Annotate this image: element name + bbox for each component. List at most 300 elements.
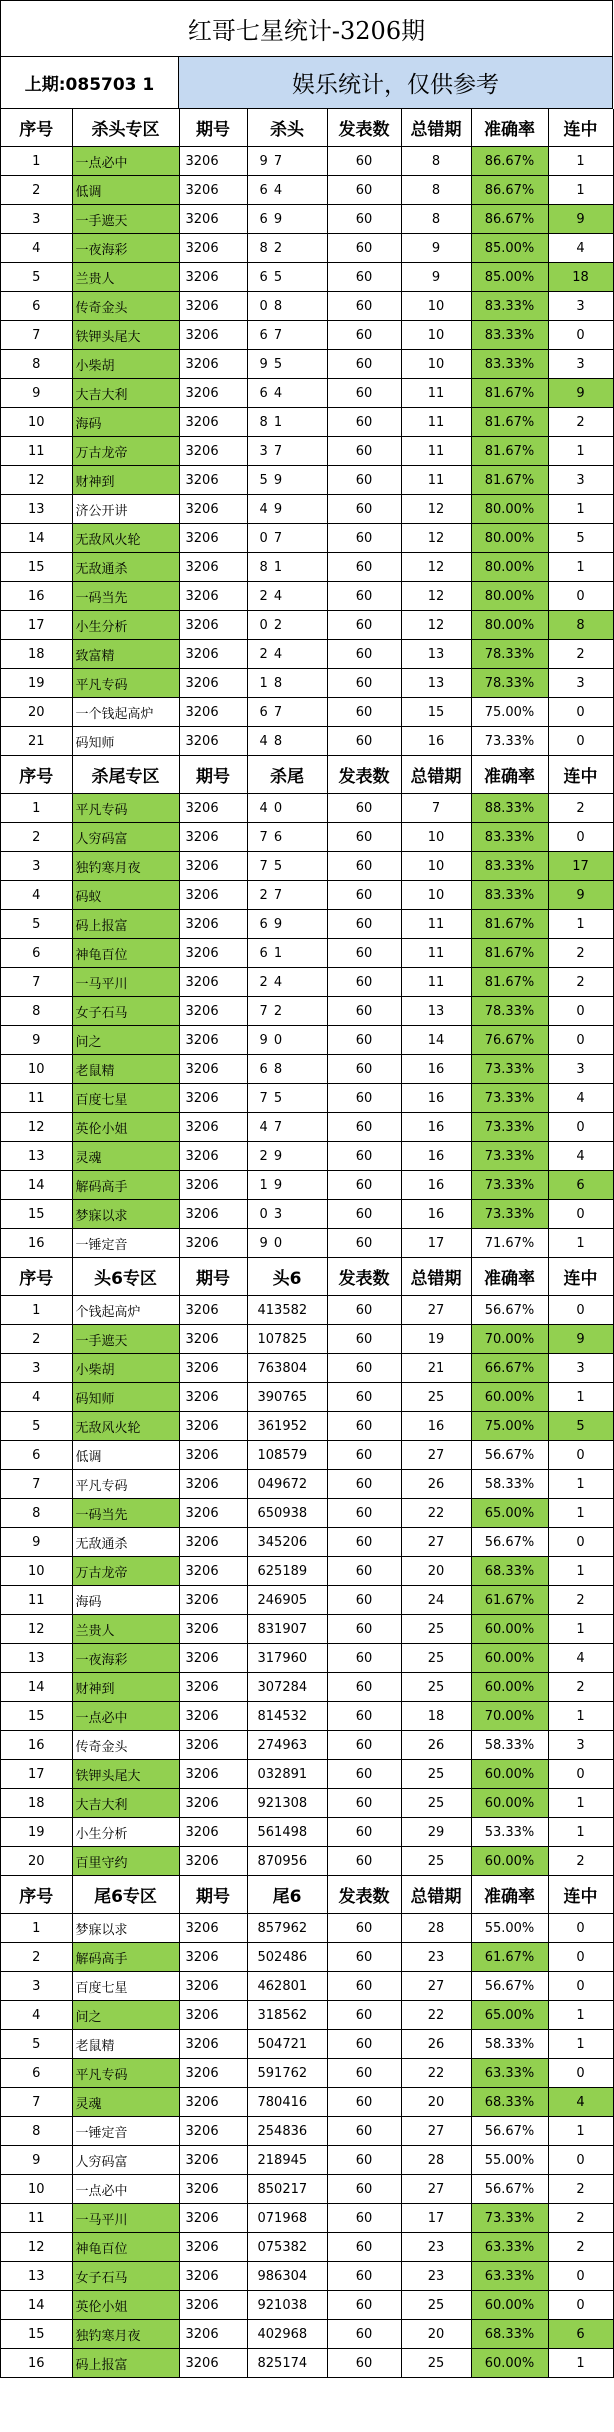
- prediction-value: 825174: [247, 2349, 327, 2378]
- streak-count: 1: [548, 1789, 613, 1818]
- streak-count: 6: [548, 2320, 613, 2349]
- table-row: [1, 379, 613, 408]
- streak-count: 3: [548, 1055, 613, 1084]
- expert-name: 码上报富: [72, 910, 179, 939]
- streak-count: 0: [548, 823, 613, 852]
- row-index: 10: [1, 1557, 72, 1586]
- miss-count: 27: [401, 1296, 471, 1325]
- expert-name: 低调: [72, 176, 179, 205]
- row-index: 15: [1, 2320, 72, 2349]
- prediction-value: 591762: [247, 2059, 327, 2088]
- streak-count: 4: [548, 1644, 613, 1673]
- streak-count: 1: [548, 2030, 613, 2059]
- accuracy-rate: 53.33%: [471, 1818, 548, 1847]
- row-index: 14: [1, 524, 72, 553]
- table-row: [1, 1615, 613, 1644]
- prediction-value: 307284: [247, 1673, 327, 1702]
- prediction-value: 6 4: [247, 176, 327, 205]
- issue-number: 3206: [179, 321, 247, 350]
- post-count: 60: [327, 553, 401, 582]
- accuracy-rate: 86.67%: [471, 147, 548, 176]
- expert-name: 问之: [72, 2001, 179, 2030]
- miss-count: 25: [401, 1615, 471, 1644]
- issue-number: 3206: [179, 881, 247, 910]
- expert-name: 铁钾头尾大: [72, 321, 179, 350]
- table-row: [1, 823, 613, 852]
- table-row: [1, 794, 613, 823]
- expert-name: 一点必中: [72, 2175, 179, 2204]
- header-issue: 期号: [179, 756, 247, 794]
- header-issue: 期号: [179, 1876, 247, 1914]
- streak-count: 1: [548, 1557, 613, 1586]
- issue-number: 3206: [179, 968, 247, 997]
- header-misses: 总错期: [401, 109, 471, 147]
- prediction-value: 7 2: [247, 997, 327, 1026]
- prediction-value: 071968: [247, 2204, 327, 2233]
- streak-count: 0: [548, 321, 613, 350]
- streak-count: 0: [548, 1914, 613, 1943]
- table-row: [1, 437, 613, 466]
- prediction-value: 504721: [247, 2030, 327, 2059]
- table-row: [1, 1557, 613, 1586]
- expert-name: 码知师: [72, 727, 179, 756]
- issue-number: 3206: [179, 408, 247, 437]
- row-index: 12: [1, 1113, 72, 1142]
- streak-count: 1: [548, 2117, 613, 2146]
- post-count: 60: [327, 1818, 401, 1847]
- table-row: [1, 1818, 613, 1847]
- prediction-value: 8 2: [247, 234, 327, 263]
- expert-name: 人穷码富: [72, 823, 179, 852]
- row-index: 9: [1, 379, 72, 408]
- issue-number: 3206: [179, 794, 247, 823]
- miss-count: 9: [401, 263, 471, 292]
- header-index: 序号: [1, 109, 72, 147]
- post-count: 60: [327, 727, 401, 756]
- expert-name: 问之: [72, 1026, 179, 1055]
- row-index: 6: [1, 1441, 72, 1470]
- streak-count: 18: [548, 263, 613, 292]
- issue-number: 3206: [179, 1142, 247, 1171]
- streak-count: 1: [548, 176, 613, 205]
- prediction-value: 107825: [247, 1325, 327, 1354]
- issue-number: 3206: [179, 2117, 247, 2146]
- header-value: 杀头: [247, 109, 327, 147]
- row-index: 20: [1, 1847, 72, 1876]
- table-row: [1, 1644, 613, 1673]
- row-index: 19: [1, 669, 72, 698]
- row-index: 4: [1, 881, 72, 910]
- expert-name: 码上报富: [72, 2349, 179, 2378]
- post-count: 60: [327, 1914, 401, 1943]
- row-index: 8: [1, 350, 72, 379]
- accuracy-rate: 83.33%: [471, 292, 548, 321]
- header-zone: 头6专区: [72, 1258, 179, 1296]
- table-row: [1, 2291, 613, 2320]
- stats-table-body: [1, 109, 613, 2378]
- header-index: 序号: [1, 1258, 72, 1296]
- post-count: 60: [327, 2291, 401, 2320]
- miss-count: 13: [401, 997, 471, 1026]
- row-index: 7: [1, 2088, 72, 2117]
- issue-number: 3206: [179, 640, 247, 669]
- row-index: 13: [1, 495, 72, 524]
- row-index: 2: [1, 1325, 72, 1354]
- header-value: 杀尾: [247, 756, 327, 794]
- expert-name: 解码高手: [72, 1943, 179, 1972]
- prediction-value: 9 0: [247, 1229, 327, 1258]
- table-row: [1, 176, 613, 205]
- row-index: 16: [1, 2349, 72, 2378]
- prediction-value: 831907: [247, 1615, 327, 1644]
- table-row: [1, 2349, 613, 2378]
- table-row: [1, 205, 613, 234]
- miss-count: 10: [401, 292, 471, 321]
- table-row: [1, 1702, 613, 1731]
- table-row: [1, 2117, 613, 2146]
- accuracy-rate: 75.00%: [471, 1412, 548, 1441]
- miss-count: 9: [401, 234, 471, 263]
- table-row: [1, 1441, 613, 1470]
- row-index: 10: [1, 408, 72, 437]
- row-index: 10: [1, 1055, 72, 1084]
- streak-count: 3: [548, 350, 613, 379]
- prediction-value: 6 4: [247, 379, 327, 408]
- post-count: 60: [327, 1557, 401, 1586]
- accuracy-rate: 80.00%: [471, 582, 548, 611]
- post-count: 60: [327, 437, 401, 466]
- table-row: [1, 553, 613, 582]
- row-index: 1: [1, 147, 72, 176]
- post-count: 60: [327, 1702, 401, 1731]
- accuracy-rate: 73.33%: [471, 1084, 548, 1113]
- streak-count: 0: [548, 1943, 613, 1972]
- miss-count: 23: [401, 1943, 471, 1972]
- issue-number: 3206: [179, 1084, 247, 1113]
- miss-count: 16: [401, 1084, 471, 1113]
- prediction-value: 2 9: [247, 1142, 327, 1171]
- prediction-value: 502486: [247, 1943, 327, 1972]
- streak-count: 0: [548, 2291, 613, 2320]
- accuracy-rate: 55.00%: [471, 2146, 548, 2175]
- expert-name: 一夜海彩: [72, 1644, 179, 1673]
- table-row: [1, 2088, 613, 2117]
- issue-number: 3206: [179, 910, 247, 939]
- accuracy-rate: 88.33%: [471, 794, 548, 823]
- expert-name: 平凡专码: [72, 669, 179, 698]
- row-index: 8: [1, 997, 72, 1026]
- expert-name: 一马平川: [72, 2204, 179, 2233]
- prediction-value: 7 5: [247, 1084, 327, 1113]
- streak-count: 1: [548, 495, 613, 524]
- accuracy-rate: 85.00%: [471, 234, 548, 263]
- streak-count: 0: [548, 1528, 613, 1557]
- accuracy-rate: 80.00%: [471, 495, 548, 524]
- header-streak: 连中: [548, 109, 613, 147]
- post-count: 60: [327, 1644, 401, 1673]
- post-count: 60: [327, 1325, 401, 1354]
- prediction-value: 1 9: [247, 1171, 327, 1200]
- streak-count: 3: [548, 466, 613, 495]
- table-row: [1, 2059, 613, 2088]
- table-row: [1, 1470, 613, 1499]
- row-index: 3: [1, 852, 72, 881]
- streak-count: 0: [548, 2059, 613, 2088]
- table-row: [1, 1499, 613, 1528]
- miss-count: 25: [401, 1760, 471, 1789]
- expert-name: 一锤定音: [72, 2117, 179, 2146]
- miss-count: 20: [401, 1557, 471, 1586]
- prediction-value: 6 1: [247, 939, 327, 968]
- accuracy-rate: 80.00%: [471, 553, 548, 582]
- row-index: 12: [1, 466, 72, 495]
- issue-number: 3206: [179, 2001, 247, 2030]
- post-count: 60: [327, 881, 401, 910]
- post-count: 60: [327, 2146, 401, 2175]
- expert-name: 大吉大利: [72, 1789, 179, 1818]
- expert-name: 无敌风火轮: [72, 1412, 179, 1441]
- prediction-value: 857962: [247, 1914, 327, 1943]
- expert-name: 独钓寒月夜: [72, 2320, 179, 2349]
- streak-count: 9: [548, 205, 613, 234]
- row-index: 11: [1, 437, 72, 466]
- miss-count: 25: [401, 1383, 471, 1412]
- accuracy-rate: 65.00%: [471, 1499, 548, 1528]
- accuracy-rate: 68.33%: [471, 1557, 548, 1586]
- post-count: 60: [327, 495, 401, 524]
- miss-count: 16: [401, 1200, 471, 1229]
- post-count: 60: [327, 1943, 401, 1972]
- row-index: 1: [1, 794, 72, 823]
- post-count: 60: [327, 968, 401, 997]
- row-index: 2: [1, 1943, 72, 1972]
- accuracy-rate: 73.33%: [471, 727, 548, 756]
- miss-count: 27: [401, 1528, 471, 1557]
- expert-name: 老鼠精: [72, 1055, 179, 1084]
- miss-count: 26: [401, 1731, 471, 1760]
- table-row: [1, 2030, 613, 2059]
- issue-number: 3206: [179, 698, 247, 727]
- streak-count: 2: [548, 794, 613, 823]
- miss-count: 20: [401, 2088, 471, 2117]
- row-index: 16: [1, 582, 72, 611]
- miss-count: 25: [401, 1789, 471, 1818]
- accuracy-rate: 71.67%: [471, 1229, 548, 1258]
- accuracy-rate: 73.33%: [471, 1113, 548, 1142]
- header-misses: 总错期: [401, 1258, 471, 1296]
- table-row: [1, 2204, 613, 2233]
- row-index: 2: [1, 823, 72, 852]
- streak-count: 1: [548, 2001, 613, 2030]
- header-value: 尾6: [247, 1876, 327, 1914]
- row-index: 8: [1, 1499, 72, 1528]
- prediction-value: 850217: [247, 2175, 327, 2204]
- post-count: 60: [327, 1972, 401, 2001]
- header-zone: 尾6专区: [72, 1876, 179, 1914]
- post-count: 60: [327, 2262, 401, 2291]
- miss-count: 10: [401, 350, 471, 379]
- prediction-value: 318562: [247, 2001, 327, 2030]
- accuracy-rate: 60.00%: [471, 1789, 548, 1818]
- row-index: 1: [1, 1914, 72, 1943]
- streak-count: 4: [548, 2088, 613, 2117]
- streak-count: 9: [548, 1325, 613, 1354]
- expert-name: 神龟百位: [72, 939, 179, 968]
- miss-count: 10: [401, 852, 471, 881]
- miss-count: 12: [401, 495, 471, 524]
- miss-count: 27: [401, 2117, 471, 2146]
- post-count: 60: [327, 524, 401, 553]
- miss-count: 8: [401, 176, 471, 205]
- accuracy-rate: 60.00%: [471, 1383, 548, 1412]
- table-row: [1, 881, 613, 910]
- streak-count: 1: [548, 553, 613, 582]
- table-row: [1, 1171, 613, 1200]
- streak-count: 3: [548, 1731, 613, 1760]
- expert-name: 平凡专码: [72, 1470, 179, 1499]
- miss-count: 22: [401, 2001, 471, 2030]
- expert-name: 百里守约: [72, 1847, 179, 1876]
- issue-number: 3206: [179, 1673, 247, 1702]
- post-count: 60: [327, 2088, 401, 2117]
- streak-count: 0: [548, 1200, 613, 1229]
- accuracy-rate: 56.67%: [471, 1296, 548, 1325]
- accuracy-rate: 61.67%: [471, 1586, 548, 1615]
- streak-count: 0: [548, 1296, 613, 1325]
- miss-count: 16: [401, 1055, 471, 1084]
- row-index: 13: [1, 1142, 72, 1171]
- streak-count: 4: [548, 234, 613, 263]
- accuracy-rate: 70.00%: [471, 1325, 548, 1354]
- prediction-value: 032891: [247, 1760, 327, 1789]
- header-posts: 发表数: [327, 1876, 401, 1914]
- issue-number: 3206: [179, 350, 247, 379]
- streak-count: 9: [548, 379, 613, 408]
- prediction-value: 413582: [247, 1296, 327, 1325]
- row-index: 11: [1, 2204, 72, 2233]
- prediction-value: 390765: [247, 1383, 327, 1412]
- expert-name: 英伦小姐: [72, 2291, 179, 2320]
- issue-number: 3206: [179, 1789, 247, 1818]
- streak-count: 1: [548, 1615, 613, 1644]
- row-index: 9: [1, 1528, 72, 1557]
- sub-header: [1, 57, 613, 109]
- miss-count: 25: [401, 1644, 471, 1673]
- issue-number: 3206: [179, 147, 247, 176]
- issue-number: 3206: [179, 379, 247, 408]
- issue-number: 3206: [179, 852, 247, 881]
- header-misses: 总错期: [401, 1876, 471, 1914]
- issue-number: 3206: [179, 1055, 247, 1084]
- post-count: 60: [327, 176, 401, 205]
- accuracy-rate: 56.67%: [471, 2117, 548, 2146]
- streak-count: 2: [548, 408, 613, 437]
- table-row: [1, 524, 613, 553]
- streak-count: 5: [548, 524, 613, 553]
- post-count: 60: [327, 1200, 401, 1229]
- post-count: 60: [327, 2030, 401, 2059]
- prediction-value: 462801: [247, 1972, 327, 2001]
- prediction-value: 246905: [247, 1586, 327, 1615]
- expert-name: 财神到: [72, 1673, 179, 1702]
- post-count: 60: [327, 466, 401, 495]
- post-count: 60: [327, 997, 401, 1026]
- post-count: 60: [327, 698, 401, 727]
- stats-table: [1, 109, 614, 2378]
- section-header-row: [1, 756, 613, 794]
- table-row: [1, 582, 613, 611]
- table-row: [1, 495, 613, 524]
- post-count: 60: [327, 582, 401, 611]
- streak-count: 1: [548, 437, 613, 466]
- accuracy-rate: 60.00%: [471, 1615, 548, 1644]
- table-row: [1, 292, 613, 321]
- prediction-value: 6 5: [247, 263, 327, 292]
- miss-count: 12: [401, 553, 471, 582]
- expert-name: 财神到: [72, 466, 179, 495]
- header-accuracy: 准确率: [471, 1876, 548, 1914]
- streak-count: 0: [548, 1441, 613, 1470]
- expert-name: 独钓寒月夜: [72, 852, 179, 881]
- prediction-value: 4 7: [247, 1113, 327, 1142]
- table-row: [1, 1084, 613, 1113]
- streak-count: 2: [548, 939, 613, 968]
- expert-name: 英伦小姐: [72, 1113, 179, 1142]
- post-count: 60: [327, 2320, 401, 2349]
- table-row: [1, 1760, 613, 1789]
- expert-name: 一码当先: [72, 1499, 179, 1528]
- row-index: 14: [1, 1171, 72, 1200]
- expert-name: 解码高手: [72, 1171, 179, 1200]
- expert-name: 一码当先: [72, 582, 179, 611]
- miss-count: 11: [401, 437, 471, 466]
- prediction-value: 921308: [247, 1789, 327, 1818]
- issue-number: 3206: [179, 1818, 247, 1847]
- table-row: [1, 408, 613, 437]
- miss-count: 26: [401, 2030, 471, 2059]
- section-header-row: [1, 1258, 613, 1296]
- issue-number: 3206: [179, 2059, 247, 2088]
- streak-count: 0: [548, 1026, 613, 1055]
- miss-count: 16: [401, 1412, 471, 1441]
- miss-count: 25: [401, 1847, 471, 1876]
- table-row: [1, 1943, 613, 1972]
- expert-name: 传奇金头: [72, 1731, 179, 1760]
- post-count: 60: [327, 1470, 401, 1499]
- prediction-value: 7 5: [247, 852, 327, 881]
- post-count: 60: [327, 1731, 401, 1760]
- table-row: [1, 968, 613, 997]
- expert-name: 一马平川: [72, 968, 179, 997]
- expert-name: 码知师: [72, 1383, 179, 1412]
- expert-name: 百度七星: [72, 1084, 179, 1113]
- expert-name: 梦寐以求: [72, 1200, 179, 1229]
- accuracy-rate: 68.33%: [471, 2320, 548, 2349]
- streak-count: 0: [548, 582, 613, 611]
- table-row: [1, 1026, 613, 1055]
- miss-count: 10: [401, 321, 471, 350]
- expert-name: 一锤定音: [72, 1229, 179, 1258]
- issue-number: 3206: [179, 1972, 247, 2001]
- miss-count: 7: [401, 794, 471, 823]
- issue-number: 3206: [179, 2088, 247, 2117]
- accuracy-rate: 78.33%: [471, 997, 548, 1026]
- expert-name: 梦寐以求: [72, 1914, 179, 1943]
- table-row: [1, 939, 613, 968]
- miss-count: 11: [401, 466, 471, 495]
- issue-number: 3206: [179, 2320, 247, 2349]
- table-row: [1, 1113, 613, 1142]
